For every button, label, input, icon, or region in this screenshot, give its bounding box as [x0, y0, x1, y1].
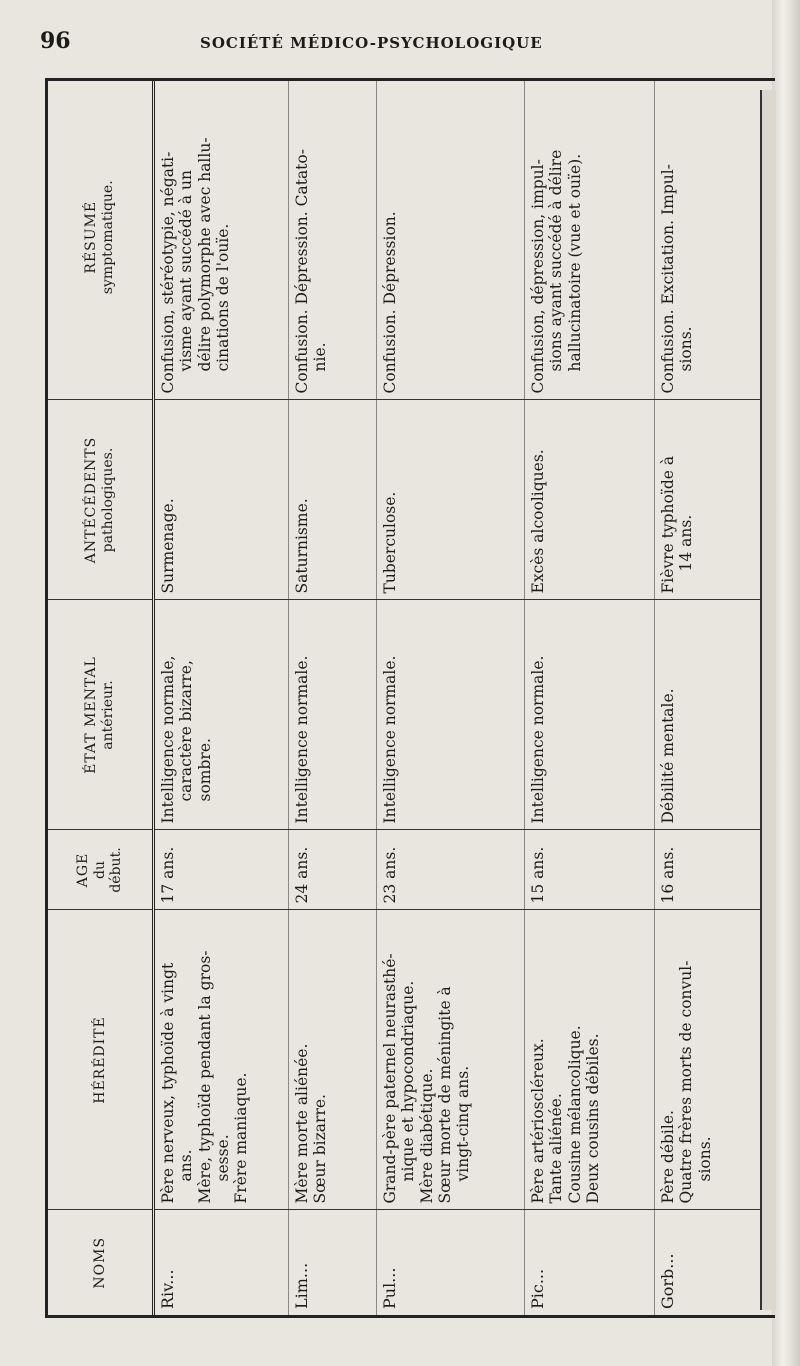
- cell-antecedents: [154, 400, 289, 600]
- cell-heredite-line: Cousine mélancolique.: [565, 1025, 584, 1204]
- cell-resume-line: cinations de l'ouïe.: [213, 223, 232, 372]
- cell-heredite-line: Mère, typhoïde pendant la gros-: [195, 950, 214, 1204]
- cell-etat-mental-line: Intelligence normale,: [159, 655, 177, 824]
- cell-antecedents-line: Tuberculose.: [381, 491, 399, 594]
- cell-heredite-line: Mère morte aliénée.: [293, 1043, 311, 1204]
- cell-antecedents: [289, 400, 377, 600]
- cell-heredite-line: Frère maniaque.: [232, 1072, 251, 1204]
- cell-heredite-line: Sœur morte de méningite à: [435, 986, 454, 1204]
- cell-resume-line: Confusion, stéréotypie, négati-: [159, 151, 177, 394]
- cell-antecedents-line: Fièvre typhoïde à: [659, 455, 677, 594]
- cell-heredite-line: Tante aliénée.: [547, 1093, 566, 1204]
- cell-heredite-line: nique et hypocondriaque.: [399, 980, 418, 1182]
- cell-heredite-line: sions.: [695, 1136, 714, 1182]
- table-header-row: [48, 78, 154, 1315]
- cell-age: 23 ans.: [377, 830, 525, 910]
- cell-age: 16 ans.: [655, 830, 776, 910]
- cell-resume-line: Confusion. Dépression. Catato-: [293, 149, 311, 394]
- cell-heredite-line: sesse.: [213, 1134, 232, 1182]
- cell-heredite: [655, 910, 776, 1210]
- cell-nom: Gorb...: [658, 1253, 677, 1309]
- header-resume: RÉSUMÉ symptomatique.: [48, 78, 154, 400]
- cell-antecedents: [377, 400, 525, 600]
- table-row: [289, 78, 377, 1315]
- cell-heredite: [525, 910, 655, 1210]
- cell-etat-mental-line: Débilité mentale.: [659, 688, 677, 824]
- table-row: [154, 78, 289, 1315]
- patient-table: [48, 78, 775, 1315]
- cell-antecedents-line: Saturnisme.: [293, 498, 311, 594]
- page-edge: [772, 0, 800, 1366]
- cell-etat-mental: [525, 600, 655, 830]
- cell-etat-mental: [655, 600, 776, 830]
- header-heredite: HÉRÉDITÉ: [48, 910, 154, 1210]
- cell-age: 17 ans.: [154, 830, 289, 910]
- cell-heredite-line: Grand-père paternel neurasthé-: [381, 953, 399, 1204]
- table-row: [655, 78, 776, 1315]
- rotated-table-frame: [45, 78, 775, 1318]
- cell-heredite-line: Sœur bizarre.: [311, 1094, 330, 1204]
- header-antecedents: ANTÉCÉDENTS pathologiques.: [48, 400, 154, 600]
- header-noms: NOMS: [48, 1210, 154, 1315]
- cell-resume-line: visme ayant succédé à un: [177, 170, 196, 372]
- cell-antecedents-line: Surmenage.: [159, 498, 177, 594]
- next-page-edge: [760, 90, 776, 1310]
- cell-nom: Pic...: [528, 1268, 547, 1309]
- running-title: SOCIÉTÉ MÉDICO-PSYCHOLOGIQUE: [200, 34, 543, 52]
- cell-heredite-line: ans.: [177, 1149, 196, 1182]
- cell-etat-mental-line: Intelligence normale.: [381, 655, 399, 824]
- cell-nom: Pul...: [380, 1267, 399, 1309]
- cell-heredite-line: Père artérioscléreux.: [529, 1038, 547, 1204]
- cell-heredite: [154, 910, 289, 1210]
- cell-nom: Lim...: [292, 1262, 311, 1309]
- header-age: AGE du début.: [48, 830, 154, 910]
- cell-resume: [525, 78, 655, 400]
- cell-antecedents-line: 14 ans.: [677, 514, 696, 572]
- cell-antecedents-line: Excès alcooliques.: [529, 449, 547, 594]
- cell-resume-line: Confusion. Excitation. Impul-: [659, 164, 677, 394]
- cell-resume-line: sions ayant succédé à délire: [547, 149, 566, 372]
- cell-etat-mental-line: sombre.: [195, 738, 214, 802]
- cell-heredite: [289, 910, 377, 1210]
- header-etat-mental: ÉTAT MENTAL antérieur.: [48, 600, 154, 830]
- cell-resume-line: nie.: [311, 342, 330, 372]
- page-header: [40, 28, 760, 68]
- cell-heredite-line: vingt-cinq ans.: [454, 1065, 473, 1182]
- page-number: 96: [40, 28, 71, 54]
- cell-resume: [289, 78, 377, 400]
- cell-resume-line: sions.: [677, 326, 696, 372]
- cell-resume-line: Confusion, dépression, impul-: [529, 159, 547, 394]
- cell-heredite-line: Père débile.: [659, 1110, 677, 1204]
- cell-etat-mental: [377, 600, 525, 830]
- cell-resume-line: délire polymorphe avec hallu-: [195, 137, 214, 372]
- cell-resume: [154, 78, 289, 400]
- cell-etat-mental: [154, 600, 289, 830]
- cell-heredite-line: Quatre frères morts de convul-: [677, 960, 696, 1204]
- cell-resume-line: hallucinatoire (vue et ouïe).: [565, 153, 584, 372]
- cell-antecedents: [525, 400, 655, 600]
- cell-etat-mental: [289, 600, 377, 830]
- cell-heredite-line: Mère diabétique.: [417, 1068, 436, 1204]
- table-row: [525, 78, 655, 1315]
- cell-heredite-line: Deux cousins débiles.: [583, 1033, 602, 1204]
- cell-etat-mental-line: Intelligence normale.: [293, 655, 311, 824]
- cell-nom: Riv...: [158, 1269, 177, 1309]
- cell-resume-line: Confusion. Dépression.: [381, 211, 399, 394]
- cell-resume: [377, 78, 525, 400]
- cell-etat-mental-line: Intelligence normale.: [529, 655, 547, 824]
- rotated-table: [48, 78, 775, 1315]
- table-row: [377, 78, 525, 1315]
- cell-age: 15 ans.: [525, 830, 655, 910]
- cell-resume: [655, 78, 776, 400]
- cell-antecedents: [655, 400, 776, 600]
- cell-age: 24 ans.: [289, 830, 377, 910]
- cell-heredite-line: Père nerveux, typhoïde à vingt: [159, 962, 177, 1204]
- cell-heredite: [377, 910, 525, 1210]
- cell-etat-mental-line: caractère bizarre,: [177, 660, 196, 802]
